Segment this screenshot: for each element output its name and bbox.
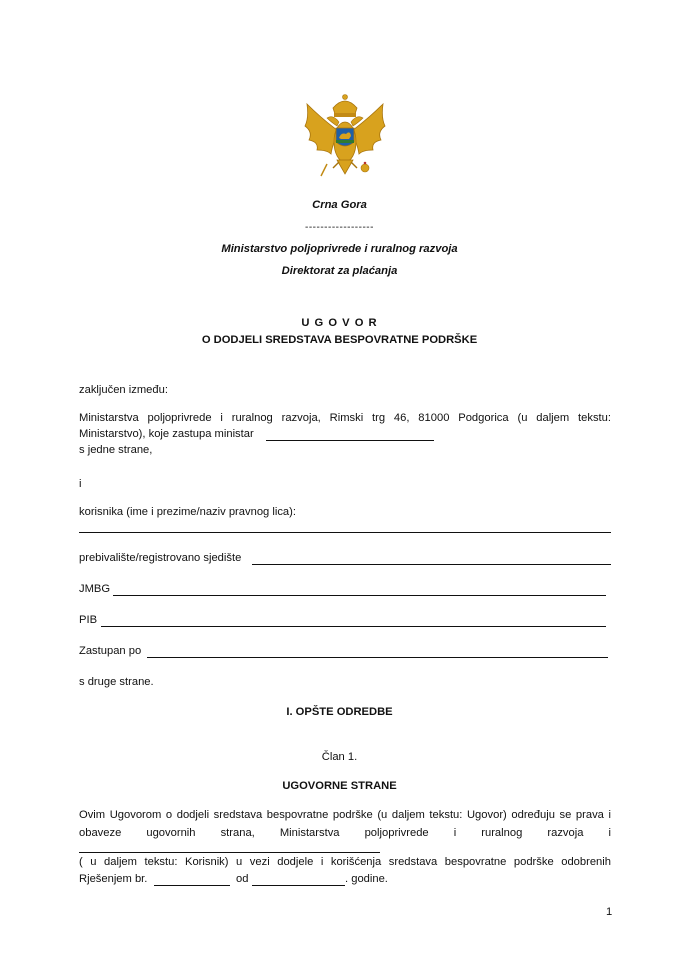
residence-field[interactable] bbox=[252, 564, 611, 565]
article-title: UGOVORNE STRANE bbox=[282, 780, 397, 792]
ministry-party-line1: Ministarstva poljoprivrede i ruralnog razvoja, Rimski trg 46, 81000 Podgorica (u daljem tekstu: bbox=[79, 412, 611, 424]
jmbg-label: JMBG bbox=[79, 583, 111, 595]
document-title: U G O V O R bbox=[301, 317, 378, 329]
other-side-text: s druge strane. bbox=[79, 676, 154, 688]
body-line-4-start: Rješenjem br. bbox=[79, 873, 148, 885]
body-line-1: Ovim Ugovorom o dodjeli sredstava bespovratne podrške (u daljem tekstu: Ugovor) određuju se prava i bbox=[79, 809, 611, 821]
pib-label: PIB bbox=[79, 614, 98, 626]
residence-label: prebivalište/registrovano sjedište bbox=[79, 552, 242, 564]
ministry-name: Ministarstvo poljoprivrede i ruralnog razvoja bbox=[221, 243, 458, 255]
beneficiary-inline-field[interactable] bbox=[79, 852, 380, 853]
represented-by-field[interactable] bbox=[147, 657, 608, 658]
body-line-4-from: od bbox=[236, 873, 249, 885]
beneficiary-name-field[interactable] bbox=[79, 532, 611, 533]
pib-field[interactable] bbox=[101, 626, 606, 627]
page-number: 1 bbox=[606, 906, 613, 918]
section-heading: I. OPŠTE ODREDBE bbox=[286, 706, 393, 718]
country-name: Crna Gora bbox=[312, 199, 367, 211]
beneficiary-label: korisnika (ime i prezime/naziv pravnog lica): bbox=[79, 506, 296, 518]
decision-number-field[interactable] bbox=[154, 885, 230, 886]
minister-name-field[interactable] bbox=[266, 440, 434, 441]
one-side-text: s jedne strane, bbox=[79, 444, 153, 456]
ministry-party-line2: Ministarstvo), koje zastupa ministar bbox=[79, 428, 254, 440]
separator: ------------------ bbox=[305, 222, 374, 233]
jmbg-field[interactable] bbox=[113, 595, 606, 596]
decision-date-field[interactable] bbox=[252, 885, 345, 886]
body-line-2: obaveze ugovornih strana, Ministarstva poljoprivrede i ruralnog razvoja i bbox=[79, 827, 611, 839]
article-number: Član 1. bbox=[321, 751, 358, 763]
body-line-4-end: . godine. bbox=[345, 873, 388, 885]
directorate-name: Direktorat za plaćanja bbox=[281, 265, 398, 277]
represented-label: Zastupan po bbox=[79, 645, 142, 657]
body-line-3: ( u daljem tekstu: Korisnik) u vezi dodjele i korišćenja sredstava bespovratne podrške odobrenih bbox=[79, 856, 611, 868]
and-text: i bbox=[79, 478, 82, 490]
concluded-between: zaključen između: bbox=[79, 384, 168, 396]
document-subtitle: O DODJELI SREDSTAVA BESPOVRATNE PODRŠKE bbox=[201, 334, 478, 346]
coat-of-arms-icon bbox=[303, 92, 387, 184]
